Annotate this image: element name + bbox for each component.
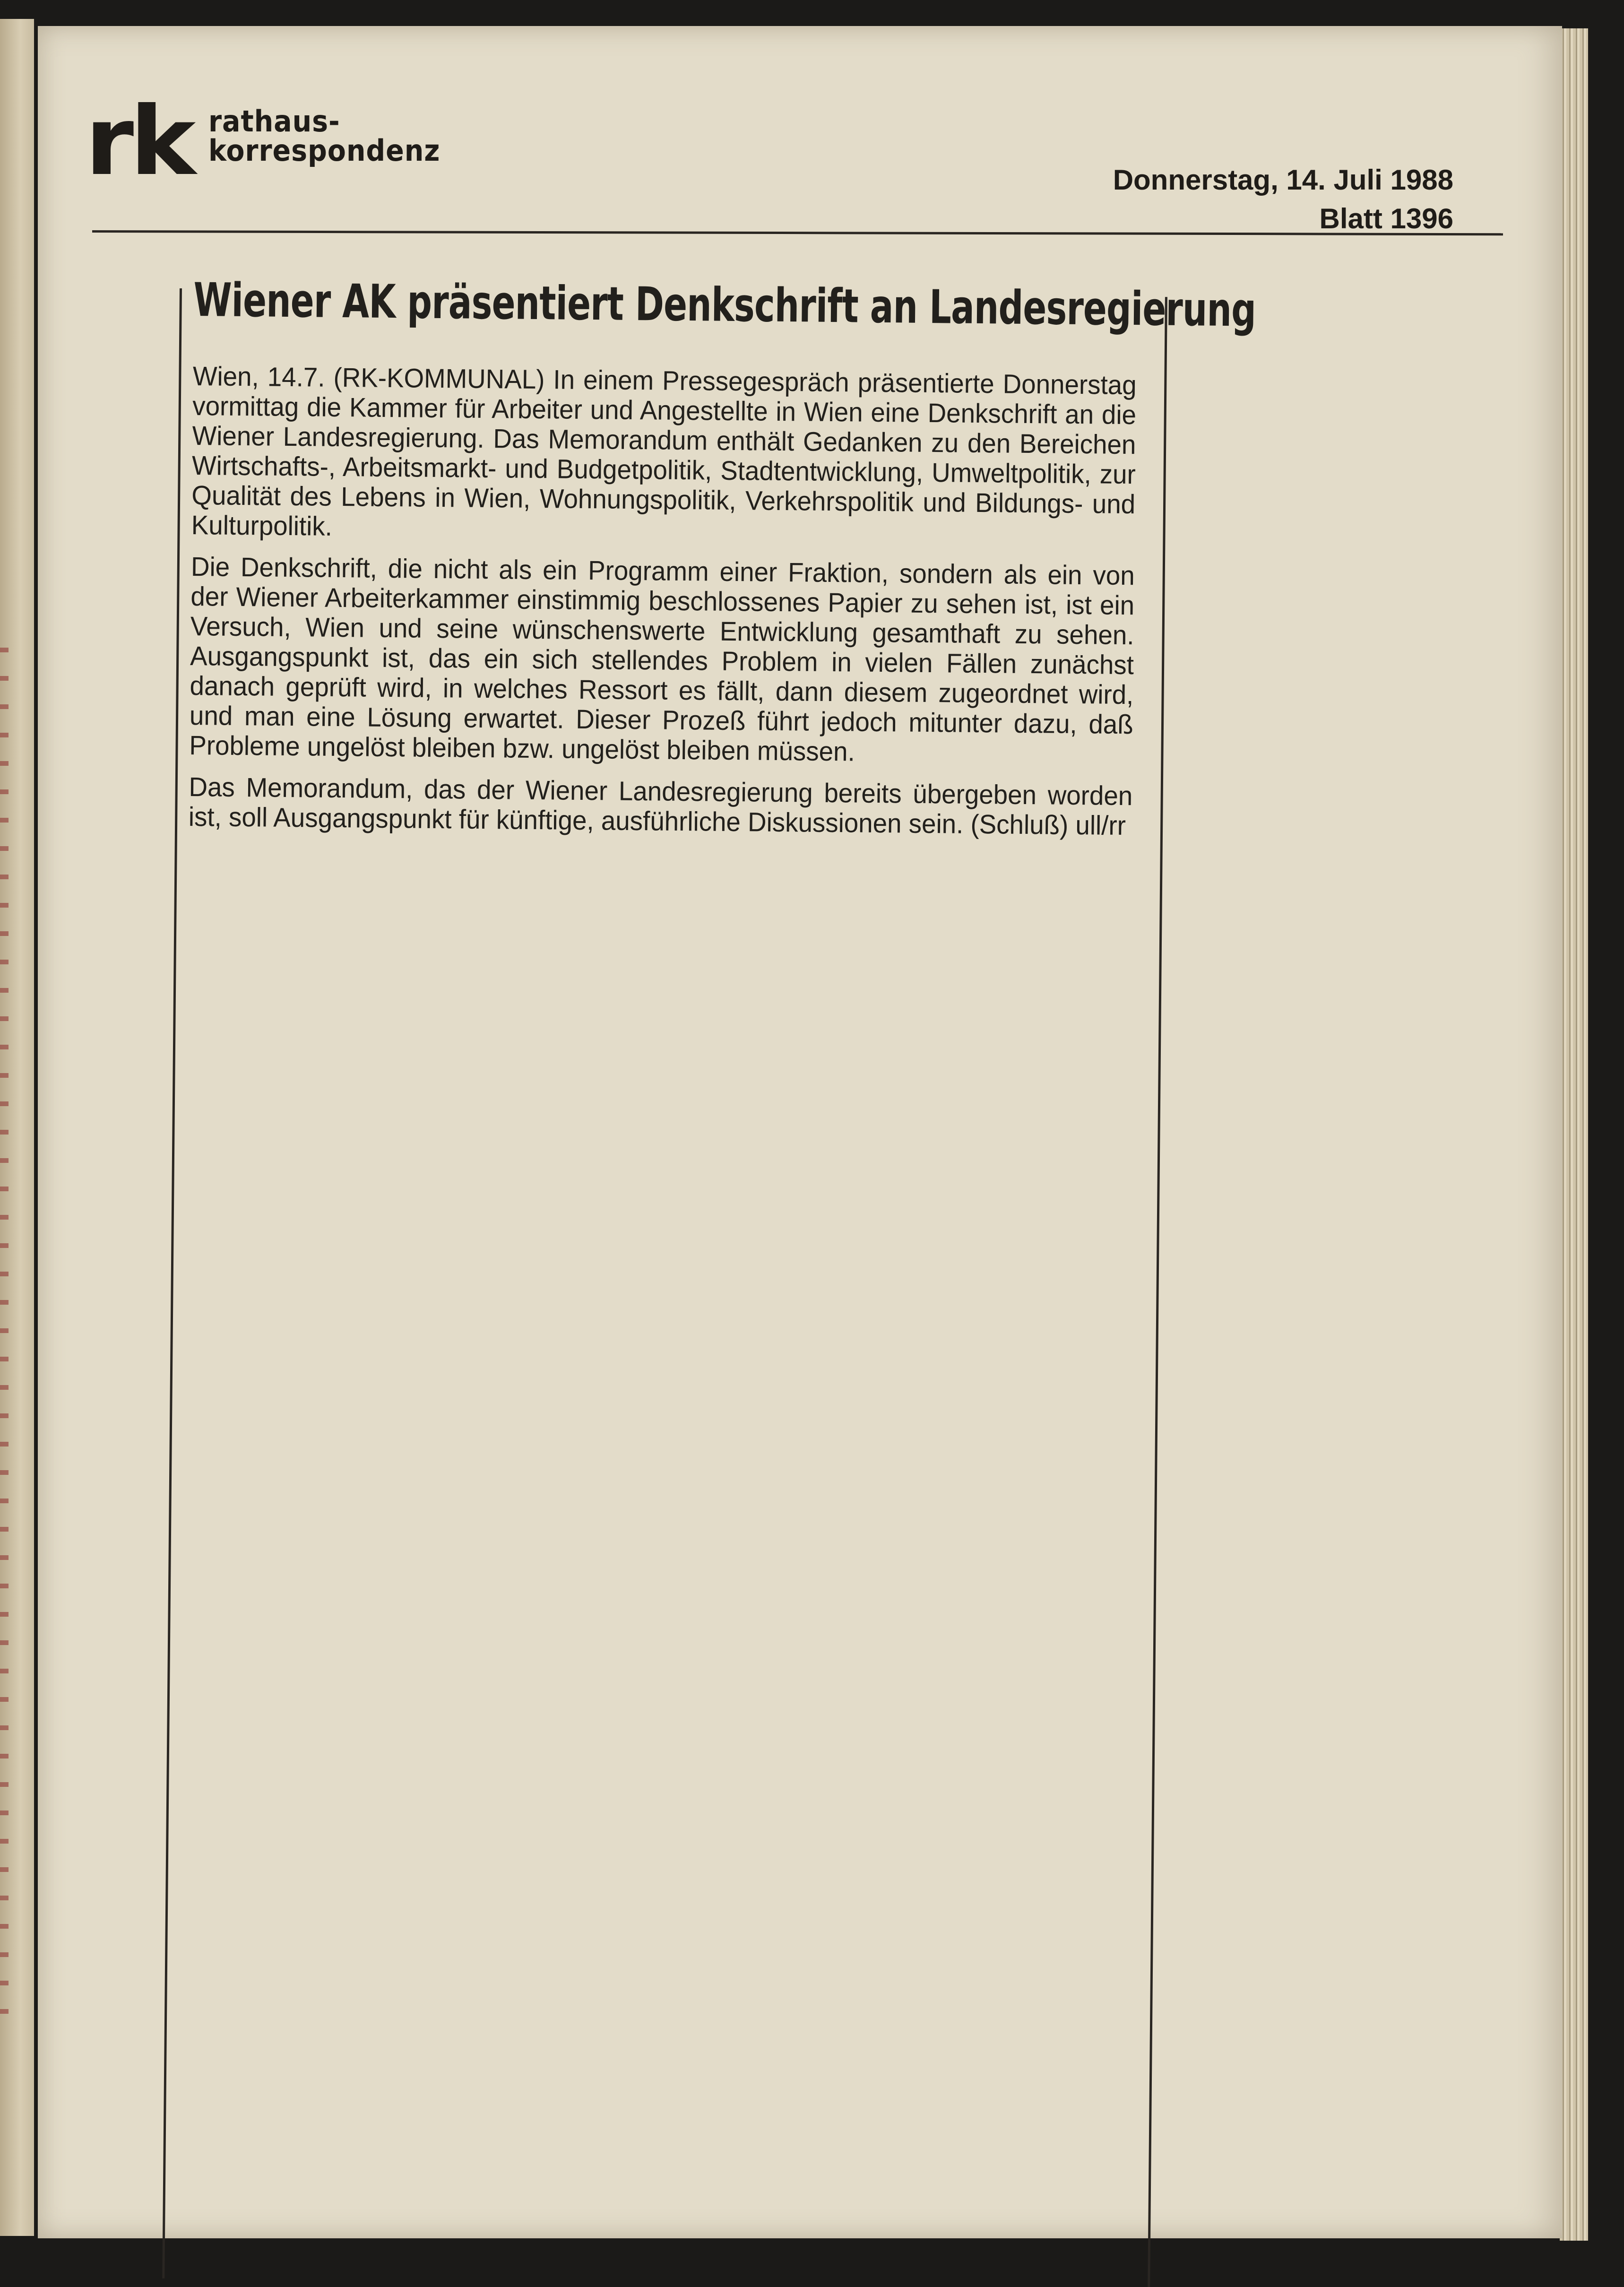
issue-date: Donnerstag, 14. Juli 1988 — [1113, 164, 1453, 196]
masthead-date-block — [1113, 161, 1453, 238]
article-paragraph-2: Die Denkschrift, die nicht als ein Programm einer Fraktion, sondern als ein von der Wiener Arbeiterkammer einstimmig beschlossenes Papier zu sehen ist, ist ein Versuch, Wien und seine wünschenswerte Entwicklung gesamthaft zu sehen. Ausgangspunkt ist, das ein sich stellendes Problem in vielen Fällen zunächst danach geprüft wird, in welches Ressort es fällt, dann diesem zugeordnet wird, und man eine Lösung erwartet. Dieser Prozeß führt jedoch mitunter dazu, daß Probleme ungelöst bleiben bzw. ungelöst bleiben müssen. — [189, 551, 1135, 767]
article — [188, 272, 1256, 853]
logo-letters: rk — [85, 87, 192, 197]
logo-wordmark — [208, 104, 441, 168]
page-edges — [1560, 28, 1588, 2241]
document-page — [38, 26, 1562, 2238]
article-paragraph-3: Das Memorandum, das der Wiener Landesregierung bereits übergeben worden ist, soll Ausgangspunkt für künftige, ausführliche Diskussionen sein. (Schluß) ull/rr — [188, 771, 1133, 841]
article-headline: Wiener AK präsentiert Denkschrift an Landesregierung — [193, 273, 1256, 338]
masthead-logo — [85, 87, 460, 197]
article-paragraph-1: Wien, 14.7. (RK-KOMMUNAL) In einem Pressegespräch präsentierte Donnerstag vormittag die Kammer für Arbeiter und Angestellte in Wien eine Denkschrift an die Wiener Landesregierung. Das Memorandum enthält Gedanken zu den Bereichen Wirtschafts-, Arbeitsmarkt- und Budgetpolitik, Stadtentwicklung, Umweltpolitik, zur Qualität des Lebens in Wien, Wohnungspolitik, Verkehrspolitik und Bildungs- und Kulturpolitik. — [191, 361, 1137, 542]
logo-line-2: korrespondenz — [208, 133, 441, 168]
binding-marks — [0, 648, 9, 2018]
sheet-number: Blatt 1396 — [1319, 203, 1453, 234]
logo-line-1: rathaus- — [208, 104, 340, 139]
binding-strip — [0, 19, 34, 2236]
